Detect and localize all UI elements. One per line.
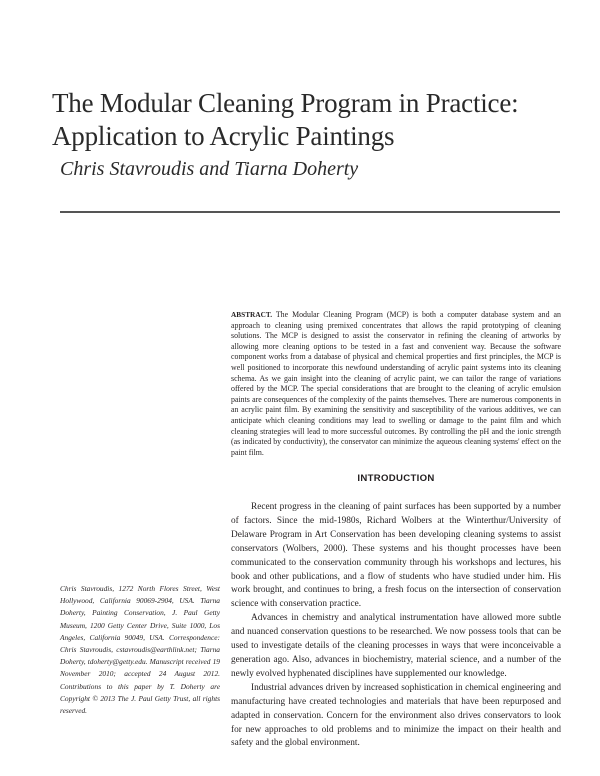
body-paragraph: Advances in chemistry and analytical instrumentation have allowed more subtle and nuanced conservation questions to be researched. We now possess tools that can be used to investigate details of the cleaning processes in ways that were inconceivable a generation ago. Also, advances in biochemistry, material science, and a number of the newly evolved hyphenated disciplines have supplemented our knowledge.: [231, 613, 561, 679]
paper-title: The Modular Cleaning Program in Practice: Application to Acrylic Paintings: [52, 88, 519, 151]
abstract-text: The Modular Cleaning Program (MCP) is both a computer database system and an approach to cleaning using premixed concentrates that allows the rapid prototyping of cleaning solutions. The MCP is designed to assist the conservator in refining the cleaning of artworks by allowing more cleaning options to be tested in a fast and convenient way. Because the software component works from a database of physical and chemical properties and first principles, the MCP is well positioned to incorporate this newfound understanding of acrylic paint systems into its cleaning schema. As we gain insight into the cleaning of acrylic paint, we can tailor the range of variations offered by the MCP. The special considerations that are brought to the cleaning of acrylic emulsion paints are consequences of the complexity of the paints themselves. There are numerous components in an acrylic paint film. By examining the sensitivity and susceptibility of the various additives, we can anticipate which cleaning conditions may lead to swelling or damage to the paint film and which cleaning strategies will lead to more successful outcomes. By controlling the pH and the ionic strength (as indicated by conductivity), the conservator can minimize the aqueous cleaning systems' effect on the paint film.: [231, 310, 561, 457]
abstract-label: ABSTRACT.: [231, 310, 273, 319]
abstract: [231, 310, 561, 458]
introduction-body: [231, 501, 561, 751]
author-affiliation-footnote: Chris Stavroudis, 1272 North Flores Street, West Hollywood, California 90069-2904, USA. Tiarna Doherty, Painting Conservation, J. Paul Getty Museum, 1200 Getty Center Drive, Suite 1000, Los Angeles, California 90049, USA. Correspondence: Chris Stavroudis, cstavroudis@earthlink.net; Tiarna Doherty, tdoherty@getty.edu. Manuscript received 19 November 2010; accepted 24 August 2012. Contributions to this paper by T. Doherty are Copyright © 2013 The J. Paul Getty Trust, all rights reserved.: [60, 584, 220, 716]
author-line: Chris Stavroudis and Tiarna Doherty: [60, 158, 359, 180]
body-paragraph: Industrial advances driven by increased sophistication in chemical engineering and manufacturing have created technologies and materials that have been repurposed and adapted in conservation. Concern for the environment also drives conservators to look for new approaches to old problems and to minimize the impact on their health and safety and the global environment.: [231, 682, 561, 749]
body-paragraph: Recent progress in the cleaning of paint surfaces has been supported by a number of factors. Since the mid-1980s, Richard Wolbers at the Winterthur/University of Delaware Program in Art Conservation has been developing cleaning systems to assist conservators (Wolbers, 2000). These systems and his thought processes have been communicated to the conservation community through his workshops and lectures, his book and other publications, and a flow of students who have studied under him. His work brought, and continues to bring, a fresh focus on the intersection of conservation science with conservation practice.: [231, 502, 561, 610]
title-divider: [60, 211, 560, 213]
section-heading-introduction: INTRODUCTION: [357, 473, 435, 484]
